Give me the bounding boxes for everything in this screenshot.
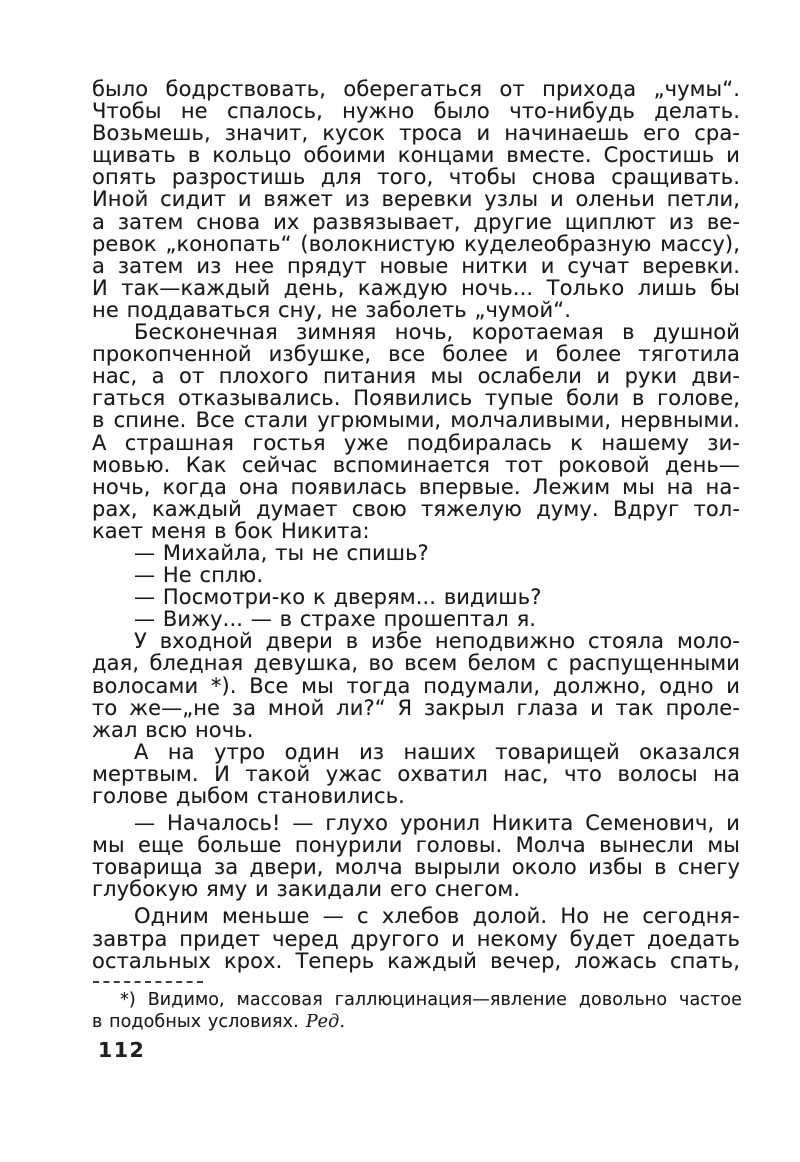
text-line: ночь, когда она появилась впервые. Лежим мы на на-: [92, 474, 740, 499]
text-line: глубокую яму и закидали его снегом.: [92, 877, 521, 902]
footnote: [92, 990, 742, 1033]
paragraph: [92, 741, 740, 807]
text-line: волосами *). Все мы тогда подумали, должно, одно и: [92, 673, 740, 698]
page-text-block: [92, 78, 740, 972]
text-line: мы еще больше понурили головы. Молча вынесли мы: [92, 833, 740, 858]
text-line: А страшная гостья уже подбиралась к нашему зи-: [92, 430, 740, 455]
text-line: завтра придет черед другого и некому будет доедать: [92, 926, 740, 951]
dialogue-line: [92, 564, 740, 586]
text-line: гаться отказывались. Появились тупые боли в голове,: [92, 386, 740, 411]
footnote-line: [92, 1012, 742, 1034]
paragraph: [92, 78, 740, 321]
text-line: Возьмешь, значит, кусок троса и начинаешь его сра-: [92, 121, 740, 146]
text-line: Чтобы не спалось, нужно было что-нибудь делать.: [92, 99, 740, 124]
text-line: Бесконечная зимняя ночь, коротаемая в душной: [134, 320, 740, 345]
text-line: — Вижу... — в страхе прошептал я.: [134, 607, 537, 632]
text-line: Одним меньше — с хлебов долой. Но не сегодня-: [134, 904, 740, 929]
text-line: И так—каждый день, каждую ночь... Только лишь бы: [92, 275, 740, 300]
text-line: мертвым. И такой ужас охватил нас, что волосы на: [92, 761, 740, 786]
text-line: голове дыбом становились.: [92, 784, 405, 808]
footnote-line: *) Видимо, массовая галлюцинация—явление довольно частое: [120, 990, 742, 1010]
page-number: 112: [98, 1038, 146, 1062]
paragraph: [92, 905, 740, 971]
text-line: ревок „конопать“ (волокнистую куделеобразную массу),: [92, 231, 740, 256]
dialogue-line: [92, 608, 740, 630]
text-line: дая, бледная девушка, во всем белом с распущенными: [92, 651, 740, 676]
text-line: рах, каждый думает свою тяжелую думу. Вдруг тол-: [92, 496, 740, 521]
text-line: мовью. Как сейчас вспоминается тот роковой день—: [92, 452, 740, 477]
text-line: в спине. Все стали угрюмыми, молчаливыми, нервными.: [92, 408, 740, 433]
text-line: Иной сидит и вяжет из веревки узлы и оленьи петли,: [92, 187, 740, 212]
text-line: а затем снова их развязывает, другие щиплют из ве-: [92, 209, 740, 234]
text-line: а затем из нее прядут новые нитки и сучат веревки.: [92, 253, 740, 278]
text-line: остальных крох. Теперь каждый вечер, ложась спать,: [92, 948, 740, 973]
footnote-divider: [93, 981, 203, 983]
text-line: опять разростишь для того, чтобы снова сращивать.: [92, 165, 740, 190]
paragraph: [92, 812, 740, 900]
text-line: — Не сплю.: [134, 563, 264, 588]
text-line: нас, а от плохого питания мы ослабели и руки дви-: [92, 364, 740, 389]
text-line: то же—„не за мной ли?“ Я закрыл глаза и так проле-: [92, 695, 740, 720]
text-line: А на утро один из наших товарищей оказался: [134, 739, 740, 764]
text-line: не поддаваться сну, не заболеть „чумой“.: [92, 297, 571, 322]
text-line: щивать в кольцо обоими концами вместе. Сростишь и: [92, 143, 740, 168]
text-line: — Посмотри-ко к дверям... видишь?: [134, 585, 542, 610]
text-line: было бодрствовать, оберегаться от прихода „чумы“.: [92, 77, 740, 101]
editor-mark: Ред.: [305, 1011, 345, 1032]
footnote-text: в подобных условиях.: [92, 1011, 299, 1032]
dialogue-line: [92, 542, 740, 564]
text-line: кает меня в бок Никита:: [92, 518, 370, 543]
text-line: — Началось! — глухо уронил Никита Семенович, и: [134, 811, 740, 836]
text-line: У входной двери в избе неподвижно стояла моло-: [134, 629, 740, 654]
dialogue-line: [92, 586, 740, 608]
paragraph: [92, 630, 740, 740]
text-line: жал всю ночь.: [92, 717, 254, 742]
paragraph: [92, 321, 740, 542]
text-line: товарища за двери, молча вырыли около избы в снегу: [92, 855, 740, 880]
text-line: — Михайла, ты не спишь?: [134, 540, 429, 565]
text-line: прокопченной избушке, все более и более тяготила: [92, 342, 740, 367]
